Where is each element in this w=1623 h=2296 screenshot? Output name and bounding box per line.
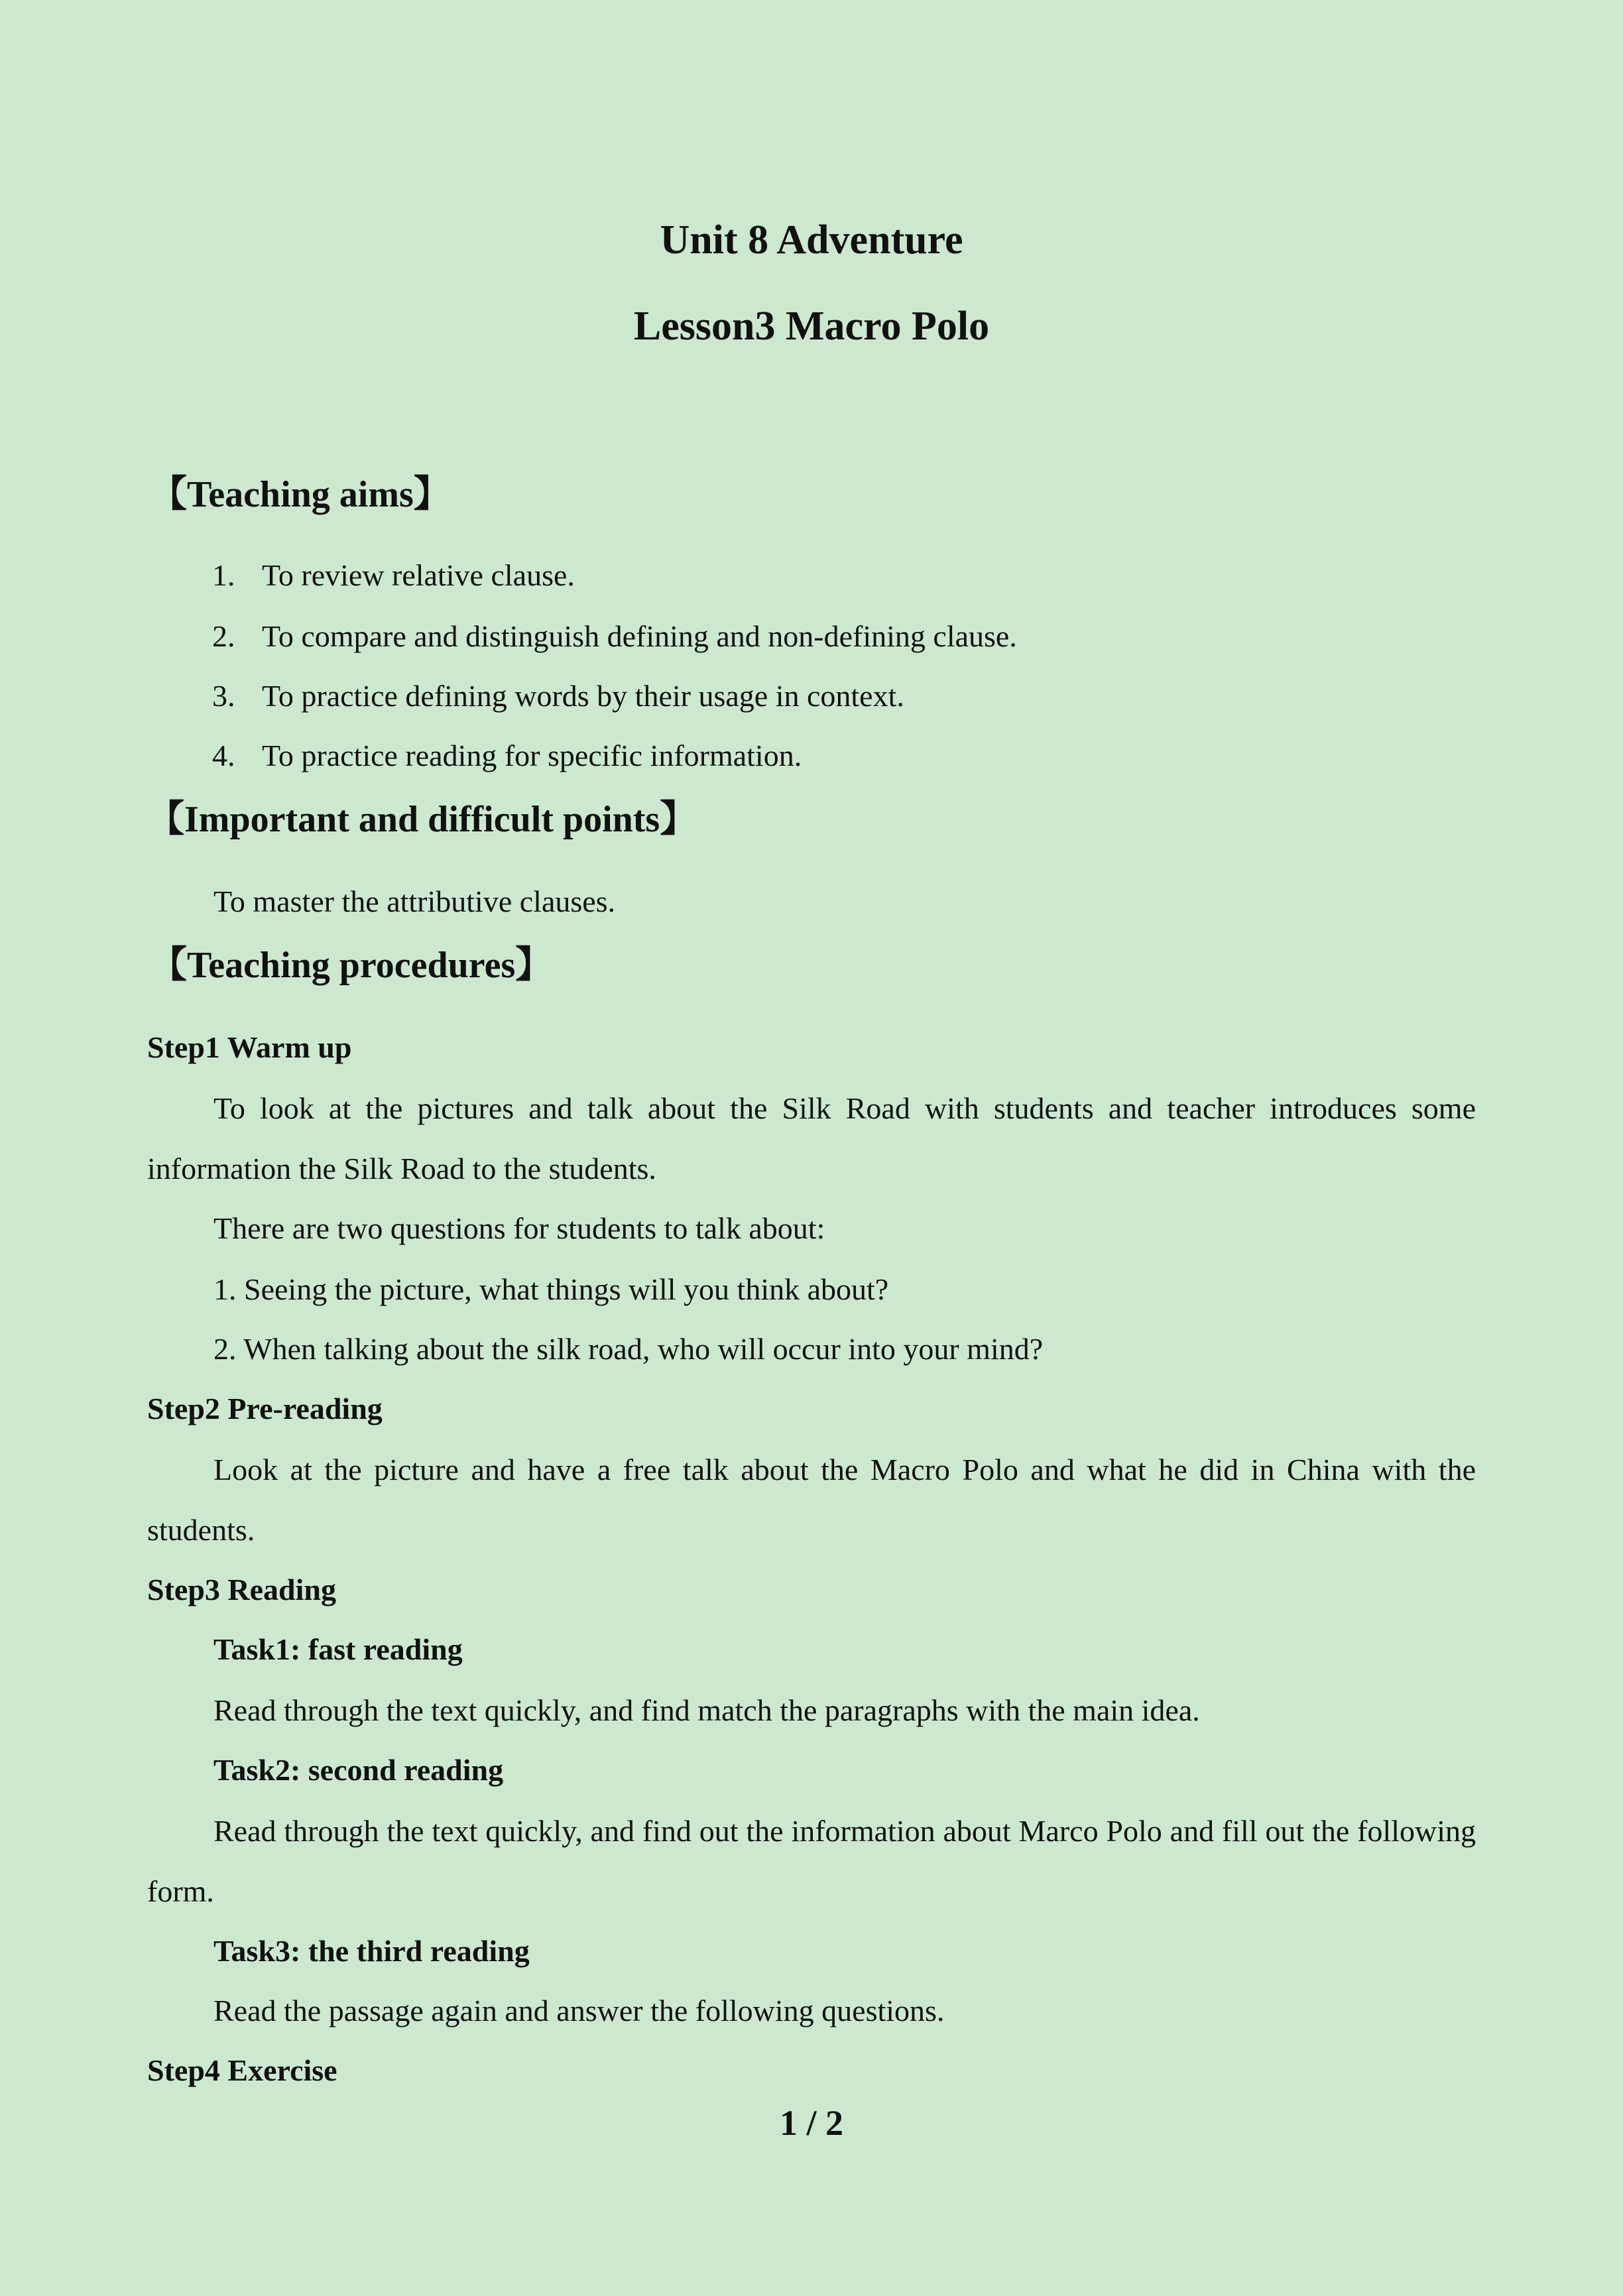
step1-title: Step1 Warm up (147, 1030, 352, 1064)
aim-number: 4. (212, 739, 235, 772)
task1-text: Read through the text quickly, and find match the paragraphs with the main idea. (213, 1693, 1200, 1727)
document-title: Unit 8 Adventure (660, 217, 963, 263)
step1-question: 2. When talking about the silk road, who will occur into your mind? (213, 1332, 1044, 1366)
document-subtitle: Lesson3 Macro Polo (633, 304, 990, 349)
step1-intro: There are two questions for students to talk about: (213, 1211, 825, 1245)
step4-title: Step4 Exercise (147, 2053, 337, 2087)
aim-text: To compare and distinguish defining and non-defining clause. (262, 619, 1017, 653)
teaching-aims-heading: 【Teaching aims】 (150, 474, 451, 515)
aim-text: To practice defining words by their usage in context. (262, 679, 904, 713)
aim-item (212, 618, 1017, 655)
task3-title: Task3: the third reading (213, 1934, 530, 1968)
aim-text: To review relative clause. (262, 558, 575, 592)
aim-item (212, 557, 575, 594)
step1-question: 1. Seeing the picture, what things will you think about? (213, 1272, 889, 1306)
task2-paragraph: Read through the text quickly, and find out the information about Marco Polo and fill out the following form. (147, 1814, 1476, 1908)
step2-title: Step2 Pre-reading (147, 1392, 383, 1425)
teaching-procedures-heading: 【Teaching procedures】 (150, 945, 553, 986)
aim-item (212, 737, 802, 774)
important-points-heading: 【Important and difficult points】 (147, 799, 697, 840)
page-number: 1 / 2 (779, 2103, 843, 2143)
step3-title: Step3 Reading (147, 1573, 336, 1606)
task1-title: Task1: fast reading (213, 1632, 463, 1666)
task3-text: Read the passage again and answer the following questions. (213, 1994, 945, 2027)
step1-paragraph: To look at the pictures and talk about the Silk Road with students and teacher introduces some information the Silk Road to the students. (147, 1091, 1476, 1185)
step2-paragraph: Look at the picture and have a free talk about the Macro Polo and what he did in China with the students. (147, 1453, 1476, 1547)
aim-text: To practice reading for specific information. (262, 739, 802, 772)
task2-title: Task2: second reading (213, 1753, 504, 1787)
aim-number: 3. (212, 679, 235, 713)
aim-number: 1. (212, 558, 235, 592)
important-points-text: To master the attributive clauses. (213, 884, 616, 918)
aim-number: 2. (212, 619, 235, 653)
aim-item (212, 678, 904, 715)
